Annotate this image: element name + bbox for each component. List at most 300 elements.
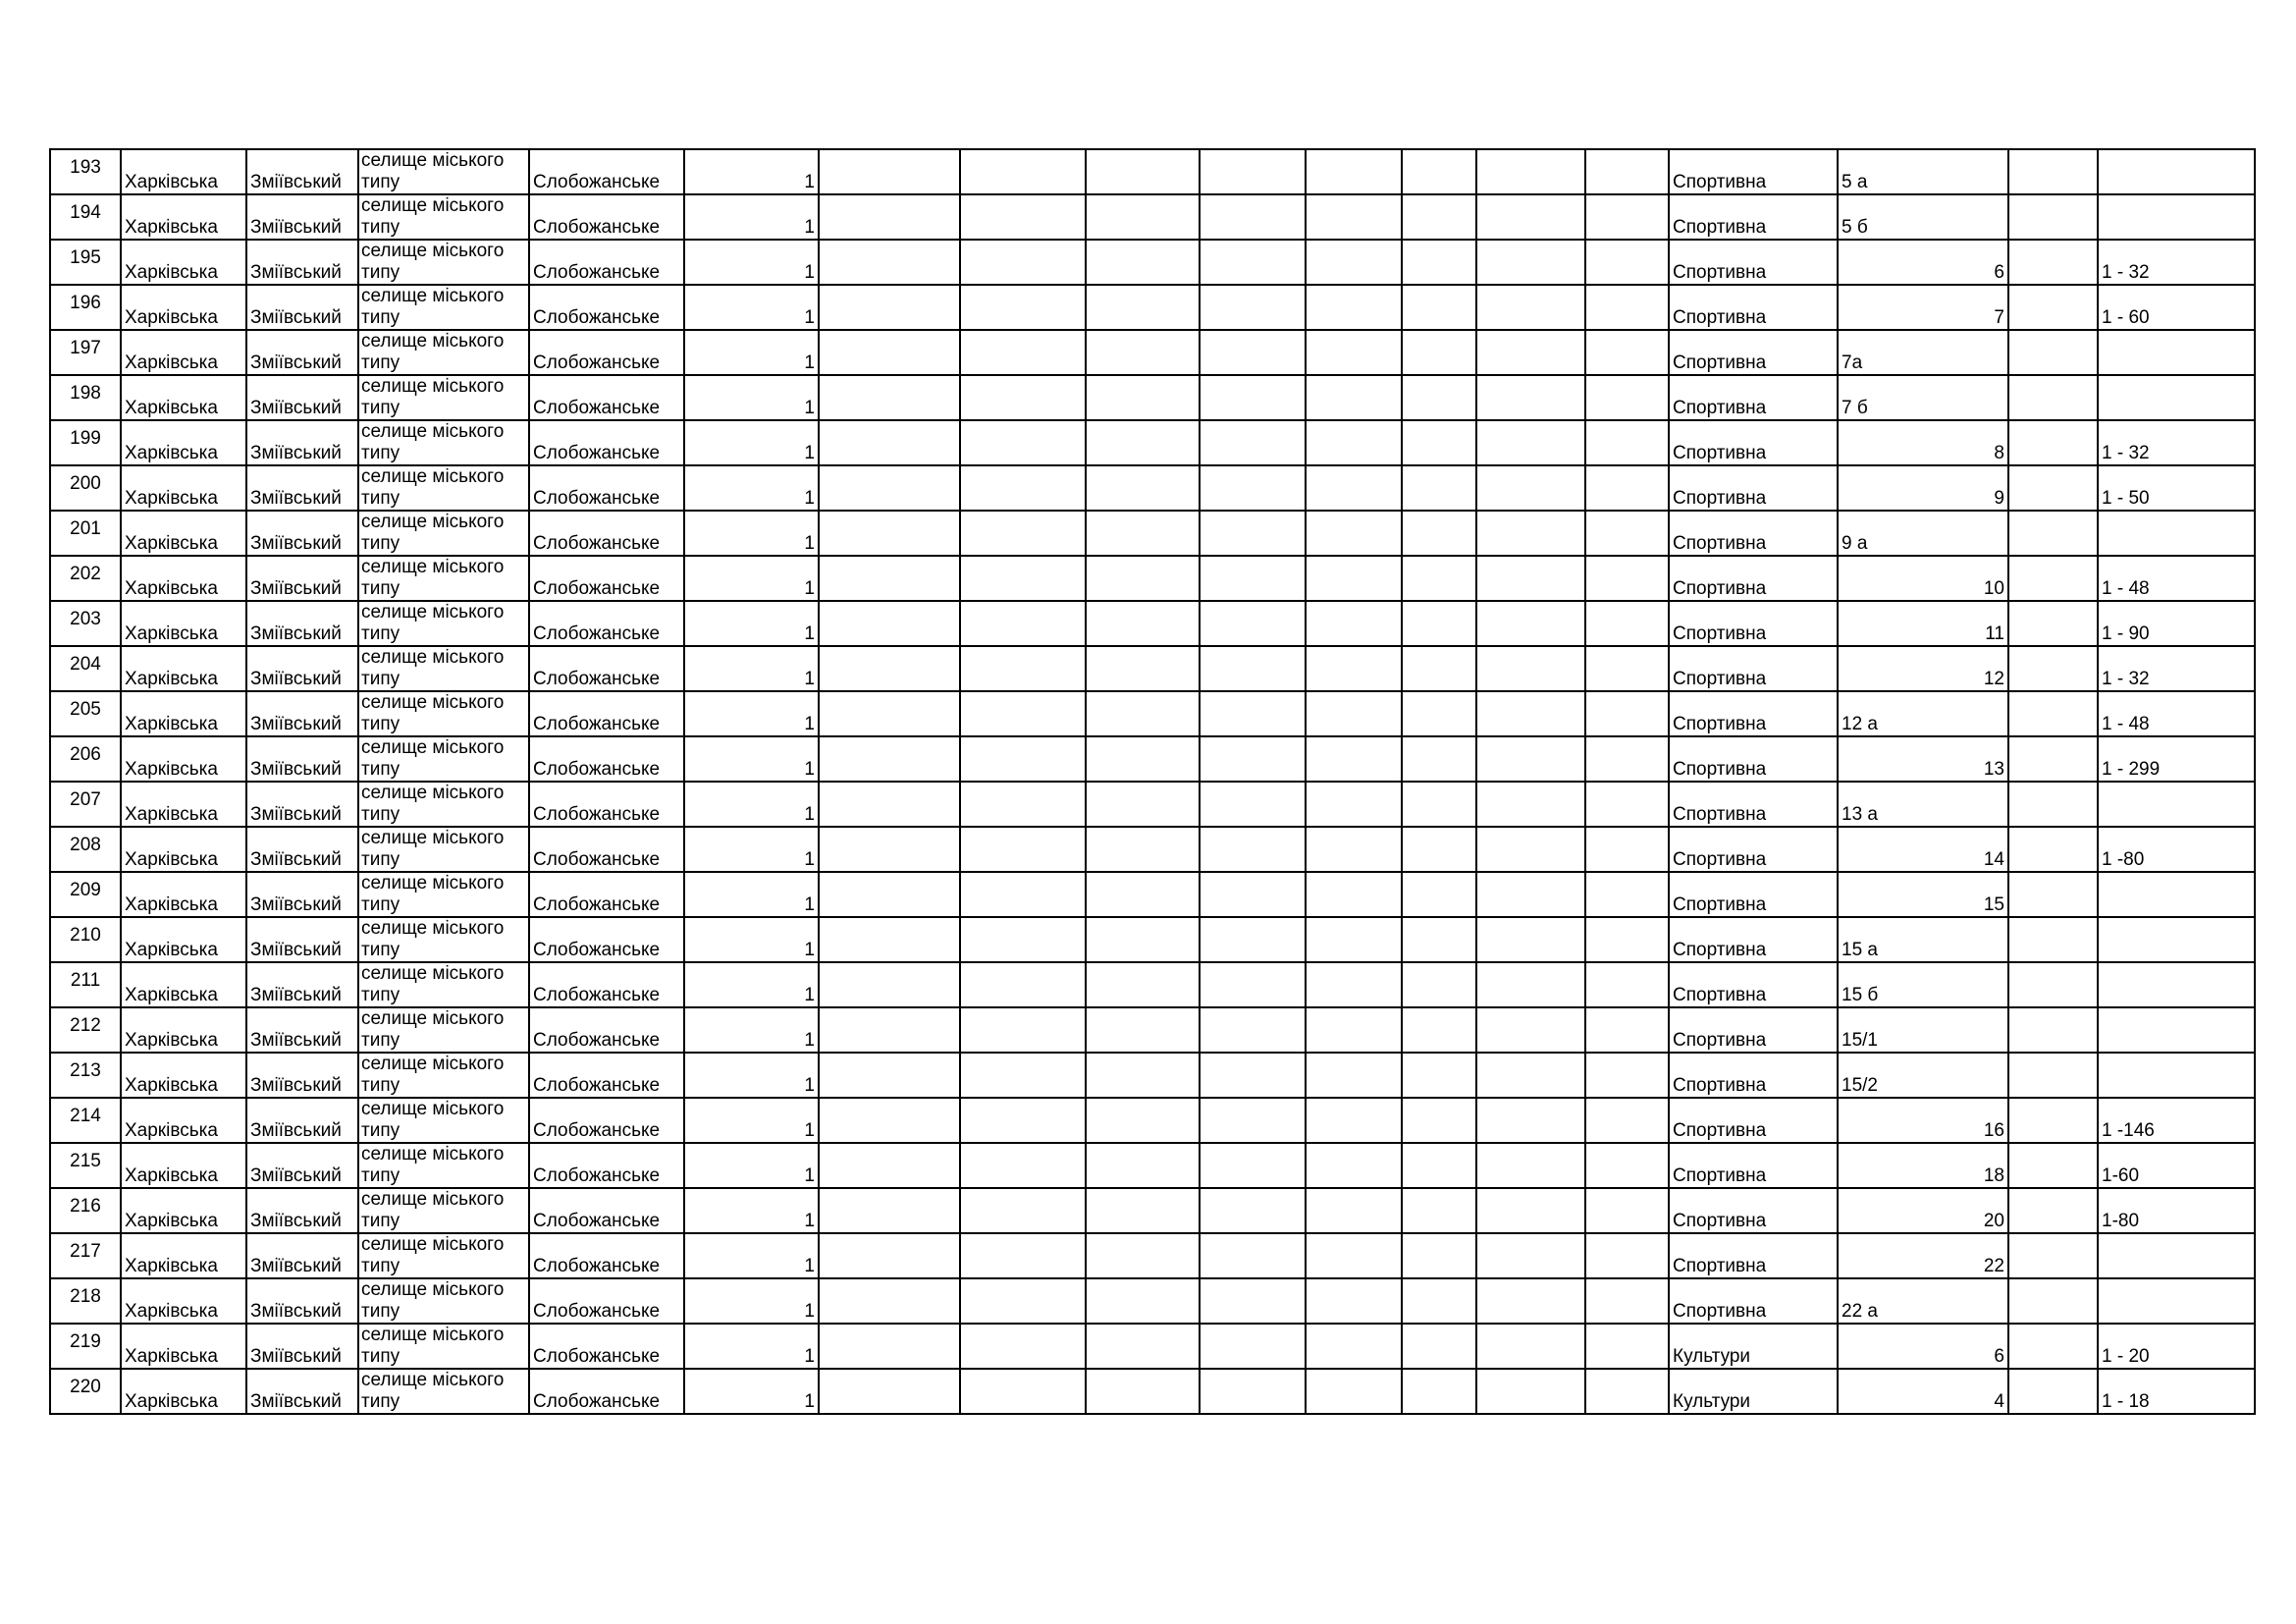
empty-cell xyxy=(960,1369,1086,1414)
apartments-cell: 1 - 18 xyxy=(2098,1369,2255,1414)
house-cell: 22 xyxy=(1838,1233,2008,1278)
apartments-cell: 1 -80 xyxy=(2098,827,2255,872)
row-number-cell: 216 xyxy=(50,1188,121,1233)
count-cell: 1 xyxy=(684,827,819,872)
table-row xyxy=(50,1053,2255,1098)
empty-cell xyxy=(1306,240,1402,285)
empty-cell xyxy=(960,1188,1086,1233)
empty-cell xyxy=(1476,601,1585,646)
oblast-cell: Харківська xyxy=(121,1369,246,1414)
settlement-type-line: типу xyxy=(361,172,400,192)
settlement-type-cell xyxy=(358,872,529,917)
empty-cell xyxy=(1402,1098,1476,1143)
empty-cell xyxy=(1086,511,1200,556)
apartments-cell xyxy=(2098,1278,2255,1324)
empty-cell xyxy=(1086,1233,1200,1278)
count-cell: 1 xyxy=(684,1053,819,1098)
empty-cell xyxy=(2008,511,2098,556)
empty-cell xyxy=(819,420,960,465)
oblast-cell: Харківська xyxy=(121,1278,246,1324)
empty-cell xyxy=(819,872,960,917)
empty-cell xyxy=(819,285,960,330)
empty-cell xyxy=(1200,736,1306,782)
empty-cell xyxy=(1476,962,1585,1007)
empty-cell xyxy=(1200,285,1306,330)
apartments-cell: 1 - 48 xyxy=(2098,556,2255,601)
count-cell: 1 xyxy=(684,330,819,375)
apartments-cell: 1 - 32 xyxy=(2098,240,2255,285)
empty-cell xyxy=(1200,420,1306,465)
empty-cell xyxy=(1476,1278,1585,1324)
settlement-type-line: типу xyxy=(361,1075,400,1096)
empty-cell xyxy=(960,646,1086,691)
apartments-cell: 1-80 xyxy=(2098,1188,2255,1233)
empty-cell xyxy=(1306,149,1402,194)
oblast-cell: Харківська xyxy=(121,872,246,917)
settlement-type-line: типу xyxy=(361,1165,400,1186)
empty-cell xyxy=(1585,782,1669,827)
empty-cell xyxy=(1306,285,1402,330)
row-number-cell: 219 xyxy=(50,1324,121,1369)
street-cell: Спортивна xyxy=(1669,1098,1838,1143)
oblast-cell: Харківська xyxy=(121,420,246,465)
empty-cell xyxy=(1585,736,1669,782)
empty-cell xyxy=(1306,1098,1402,1143)
settlement-type-cell xyxy=(358,1369,529,1414)
empty-cell xyxy=(1476,1098,1585,1143)
apartments-cell xyxy=(2098,149,2255,194)
table-row xyxy=(50,465,2255,511)
empty-cell xyxy=(819,601,960,646)
street-cell: Спортивна xyxy=(1669,511,1838,556)
empty-cell xyxy=(1306,511,1402,556)
oblast-cell: Харківська xyxy=(121,962,246,1007)
empty-cell xyxy=(1476,827,1585,872)
settlement-type-line: селище міського xyxy=(361,692,505,713)
table-row xyxy=(50,194,2255,240)
settlement-type-line: селище міського xyxy=(361,331,505,352)
settlement-cell: Слобожанське xyxy=(529,782,684,827)
street-cell: Культури xyxy=(1669,1369,1838,1414)
settlement-type-line: селище міського xyxy=(361,783,505,803)
empty-cell xyxy=(1402,827,1476,872)
empty-cell xyxy=(960,285,1086,330)
empty-cell xyxy=(1476,691,1585,736)
settlement-type-line: селище міського xyxy=(361,1279,505,1300)
count-cell: 1 xyxy=(684,646,819,691)
settlement-type-cell xyxy=(358,285,529,330)
empty-cell xyxy=(2008,330,2098,375)
empty-cell xyxy=(1200,1188,1306,1233)
apartments-cell xyxy=(2098,330,2255,375)
house-cell: 18 xyxy=(1838,1143,2008,1188)
empty-cell xyxy=(1585,285,1669,330)
empty-cell xyxy=(1402,1324,1476,1369)
row-number-cell: 217 xyxy=(50,1233,121,1278)
settlement-type-cell xyxy=(358,601,529,646)
empty-cell xyxy=(1306,872,1402,917)
empty-cell xyxy=(2008,194,2098,240)
settlement-type-line: типу xyxy=(361,759,400,780)
row-number-cell: 211 xyxy=(50,962,121,1007)
empty-cell xyxy=(1200,194,1306,240)
raion-cell: Зміївський xyxy=(246,782,358,827)
street-cell: Спортивна xyxy=(1669,782,1838,827)
empty-cell xyxy=(819,511,960,556)
empty-cell xyxy=(1086,736,1200,782)
oblast-cell: Харківська xyxy=(121,646,246,691)
settlement-cell: Слобожанське xyxy=(529,827,684,872)
empty-cell xyxy=(1585,1007,1669,1053)
settlement-type-line: селище міського xyxy=(361,828,505,848)
house-cell: 5 б xyxy=(1838,194,2008,240)
row-number-cell: 196 xyxy=(50,285,121,330)
street-cell: Спортивна xyxy=(1669,1053,1838,1098)
empty-cell xyxy=(1585,511,1669,556)
street-cell: Спортивна xyxy=(1669,646,1838,691)
street-cell: Спортивна xyxy=(1669,194,1838,240)
empty-cell xyxy=(1200,601,1306,646)
settlement-type-cell xyxy=(358,1278,529,1324)
table-row xyxy=(50,375,2255,420)
raion-cell: Зміївський xyxy=(246,691,358,736)
raion-cell: Зміївський xyxy=(246,149,358,194)
empty-cell xyxy=(819,1143,960,1188)
empty-cell xyxy=(2008,736,2098,782)
table-row xyxy=(50,330,2255,375)
empty-cell xyxy=(1200,827,1306,872)
count-cell: 1 xyxy=(684,917,819,962)
row-number-cell: 209 xyxy=(50,872,121,917)
settlement-type-cell xyxy=(358,1007,529,1053)
house-cell: 7 б xyxy=(1838,375,2008,420)
oblast-cell: Харківська xyxy=(121,149,246,194)
empty-cell xyxy=(960,465,1086,511)
settlement-type-line: селище міського xyxy=(361,376,505,397)
house-cell: 7 xyxy=(1838,285,2008,330)
empty-cell xyxy=(1585,1143,1669,1188)
settlement-type-cell xyxy=(358,1098,529,1143)
empty-cell xyxy=(2008,556,2098,601)
empty-cell xyxy=(1402,962,1476,1007)
empty-cell xyxy=(2008,1233,2098,1278)
table-row xyxy=(50,646,2255,691)
empty-cell xyxy=(1306,330,1402,375)
apartments-cell: 1 - 90 xyxy=(2098,601,2255,646)
table-row xyxy=(50,782,2255,827)
apartments-cell xyxy=(2098,511,2255,556)
settlement-cell: Слобожанське xyxy=(529,1053,684,1098)
apartments-cell xyxy=(2098,962,2255,1007)
empty-cell xyxy=(819,330,960,375)
settlement-cell: Слобожанське xyxy=(529,420,684,465)
row-number-cell: 207 xyxy=(50,782,121,827)
table-row xyxy=(50,420,2255,465)
empty-cell xyxy=(1306,1053,1402,1098)
empty-cell xyxy=(960,1278,1086,1324)
empty-cell xyxy=(1086,691,1200,736)
table-row xyxy=(50,1007,2255,1053)
empty-cell xyxy=(1585,872,1669,917)
oblast-cell: Харківська xyxy=(121,240,246,285)
raion-cell: Зміївський xyxy=(246,1324,358,1369)
house-cell: 10 xyxy=(1838,556,2008,601)
raion-cell: Зміївський xyxy=(246,285,358,330)
table-row xyxy=(50,1278,2255,1324)
house-cell: 14 xyxy=(1838,827,2008,872)
apartments-cell: 1 - 50 xyxy=(2098,465,2255,511)
count-cell: 1 xyxy=(684,1233,819,1278)
empty-cell xyxy=(819,691,960,736)
oblast-cell: Харківська xyxy=(121,736,246,782)
count-cell: 1 xyxy=(684,1098,819,1143)
oblast-cell: Харківська xyxy=(121,375,246,420)
empty-cell xyxy=(1200,917,1306,962)
empty-cell xyxy=(1306,601,1402,646)
empty-cell xyxy=(1200,1143,1306,1188)
settlement-type-line: типу xyxy=(361,262,400,283)
street-cell: Спортивна xyxy=(1669,962,1838,1007)
house-cell: 15/1 xyxy=(1838,1007,2008,1053)
empty-cell xyxy=(1476,1143,1585,1188)
street-cell: Спортивна xyxy=(1669,1233,1838,1278)
raion-cell: Зміївський xyxy=(246,330,358,375)
empty-cell xyxy=(1476,375,1585,420)
empty-cell xyxy=(1476,1324,1585,1369)
empty-cell xyxy=(1585,1233,1669,1278)
empty-cell xyxy=(1402,420,1476,465)
raion-cell: Зміївський xyxy=(246,1098,358,1143)
table-row xyxy=(50,149,2255,194)
empty-cell xyxy=(1306,646,1402,691)
empty-cell xyxy=(819,149,960,194)
raion-cell: Зміївський xyxy=(246,827,358,872)
settlement-type-cell xyxy=(358,736,529,782)
empty-cell xyxy=(960,782,1086,827)
apartments-cell: 1 -146 xyxy=(2098,1098,2255,1143)
empty-cell xyxy=(819,240,960,285)
table-row xyxy=(50,1188,2255,1233)
settlement-cell: Слобожанське xyxy=(529,917,684,962)
row-number-cell: 212 xyxy=(50,1007,121,1053)
row-number-cell: 205 xyxy=(50,691,121,736)
house-cell: 13 а xyxy=(1838,782,2008,827)
house-cell: 7а xyxy=(1838,330,2008,375)
empty-cell xyxy=(819,556,960,601)
empty-cell xyxy=(1306,1369,1402,1414)
empty-cell xyxy=(1402,285,1476,330)
empty-cell xyxy=(1402,240,1476,285)
empty-cell xyxy=(819,1233,960,1278)
empty-cell xyxy=(1476,1053,1585,1098)
count-cell: 1 xyxy=(684,782,819,827)
settlement-type-line: типу xyxy=(361,578,400,599)
empty-cell xyxy=(960,1233,1086,1278)
empty-cell xyxy=(1402,1278,1476,1324)
empty-cell xyxy=(1200,240,1306,285)
settlement-type-line: селище міського xyxy=(361,421,505,442)
settlement-type-line: типу xyxy=(361,1391,400,1412)
apartments-cell xyxy=(2098,917,2255,962)
empty-cell xyxy=(1086,149,1200,194)
house-cell: 11 xyxy=(1838,601,2008,646)
settlement-type-cell xyxy=(358,1188,529,1233)
house-cell: 12 xyxy=(1838,646,2008,691)
empty-cell xyxy=(2008,375,2098,420)
street-cell: Спортивна xyxy=(1669,420,1838,465)
settlement-type-line: селище міського xyxy=(361,737,505,758)
empty-cell xyxy=(1585,601,1669,646)
apartments-cell xyxy=(2098,782,2255,827)
empty-cell xyxy=(1402,1053,1476,1098)
empty-cell xyxy=(2008,285,2098,330)
apartments-cell: 1 - 60 xyxy=(2098,285,2255,330)
settlement-type-line: типу xyxy=(361,352,400,373)
raion-cell: Зміївський xyxy=(246,736,358,782)
house-cell: 8 xyxy=(1838,420,2008,465)
empty-cell xyxy=(1476,872,1585,917)
count-cell: 1 xyxy=(684,511,819,556)
house-cell: 22 а xyxy=(1838,1278,2008,1324)
oblast-cell: Харківська xyxy=(121,1098,246,1143)
settlement-cell: Слобожанське xyxy=(529,285,684,330)
empty-cell xyxy=(2008,1143,2098,1188)
settlement-type-line: типу xyxy=(361,894,400,915)
settlement-type-line: типу xyxy=(361,217,400,238)
empty-cell xyxy=(1086,962,1200,1007)
empty-cell xyxy=(960,420,1086,465)
settlement-cell: Слобожанське xyxy=(529,1188,684,1233)
empty-cell xyxy=(1476,420,1585,465)
empty-cell xyxy=(1402,1143,1476,1188)
empty-cell xyxy=(1086,646,1200,691)
empty-cell xyxy=(1476,511,1585,556)
empty-cell xyxy=(1086,872,1200,917)
settlement-cell: Слобожанське xyxy=(529,465,684,511)
settlement-type-line: селище міського xyxy=(361,557,505,577)
raion-cell: Зміївський xyxy=(246,420,358,465)
oblast-cell: Харківська xyxy=(121,1007,246,1053)
row-number-cell: 203 xyxy=(50,601,121,646)
oblast-cell: Харківська xyxy=(121,465,246,511)
empty-cell xyxy=(1402,511,1476,556)
table-row xyxy=(50,691,2255,736)
settlement-type-line: селище міського xyxy=(361,602,505,623)
oblast-cell: Харківська xyxy=(121,556,246,601)
settlement-cell: Слобожанське xyxy=(529,1369,684,1414)
settlement-type-cell xyxy=(358,1143,529,1188)
empty-cell xyxy=(1200,1007,1306,1053)
empty-cell xyxy=(1476,330,1585,375)
empty-cell xyxy=(1200,149,1306,194)
settlement-type-line: селище міського xyxy=(361,1370,505,1390)
house-cell: 13 xyxy=(1838,736,2008,782)
count-cell: 1 xyxy=(684,465,819,511)
empty-cell xyxy=(1086,1278,1200,1324)
house-cell: 15 б xyxy=(1838,962,2008,1007)
empty-cell xyxy=(1306,1188,1402,1233)
empty-cell xyxy=(1306,827,1402,872)
empty-cell xyxy=(1306,1278,1402,1324)
table-row xyxy=(50,240,2255,285)
oblast-cell: Харківська xyxy=(121,285,246,330)
settlement-cell: Слобожанське xyxy=(529,872,684,917)
settlement-type-line: селище міського xyxy=(361,1054,505,1074)
settlement-type-line: селище міського xyxy=(361,195,505,216)
empty-cell xyxy=(2008,691,2098,736)
settlement-type-line: типу xyxy=(361,669,400,689)
empty-cell xyxy=(2008,1098,2098,1143)
apartments-cell: 1 - 299 xyxy=(2098,736,2255,782)
empty-cell xyxy=(2008,1053,2098,1098)
empty-cell xyxy=(819,1324,960,1369)
empty-cell xyxy=(1306,782,1402,827)
empty-cell xyxy=(2008,1278,2098,1324)
apartments-cell: 1 - 20 xyxy=(2098,1324,2255,1369)
raion-cell: Зміївський xyxy=(246,646,358,691)
settlement-type-cell xyxy=(358,330,529,375)
oblast-cell: Харківська xyxy=(121,691,246,736)
settlement-cell: Слобожанське xyxy=(529,646,684,691)
empty-cell xyxy=(819,465,960,511)
empty-cell xyxy=(1200,1369,1306,1414)
raion-cell: Зміївський xyxy=(246,1007,358,1053)
empty-cell xyxy=(1585,962,1669,1007)
settlement-type-line: селище міського xyxy=(361,1189,505,1210)
street-cell: Спортивна xyxy=(1669,1007,1838,1053)
table-row xyxy=(50,285,2255,330)
empty-cell xyxy=(1086,420,1200,465)
street-cell: Спортивна xyxy=(1669,691,1838,736)
empty-cell xyxy=(960,962,1086,1007)
raion-cell: Зміївський xyxy=(246,601,358,646)
empty-cell xyxy=(1585,1324,1669,1369)
settlement-type-line: типу xyxy=(361,533,400,554)
row-number-cell: 199 xyxy=(50,420,121,465)
table-row xyxy=(50,511,2255,556)
raion-cell: Зміївський xyxy=(246,1188,358,1233)
empty-cell xyxy=(1476,646,1585,691)
empty-cell xyxy=(2008,782,2098,827)
settlement-type-line: типу xyxy=(361,985,400,1005)
empty-cell xyxy=(1086,285,1200,330)
empty-cell xyxy=(1476,1369,1585,1414)
empty-cell xyxy=(1476,1007,1585,1053)
empty-cell xyxy=(1585,465,1669,511)
table-row xyxy=(50,872,2255,917)
empty-cell xyxy=(1086,194,1200,240)
empty-cell xyxy=(1200,1278,1306,1324)
empty-cell xyxy=(1585,1278,1669,1324)
row-number-cell: 194 xyxy=(50,194,121,240)
empty-cell xyxy=(960,1053,1086,1098)
raion-cell: Зміївський xyxy=(246,465,358,511)
settlement-cell: Слобожанське xyxy=(529,691,684,736)
empty-cell xyxy=(1585,1369,1669,1414)
settlement-type-cell xyxy=(358,420,529,465)
empty-cell xyxy=(1306,194,1402,240)
empty-cell xyxy=(1476,285,1585,330)
settlement-type-line: типу xyxy=(361,849,400,870)
empty-cell xyxy=(1200,872,1306,917)
empty-cell xyxy=(2008,1324,2098,1369)
street-cell: Спортивна xyxy=(1669,240,1838,285)
street-cell: Спортивна xyxy=(1669,601,1838,646)
empty-cell xyxy=(1585,691,1669,736)
house-cell: 9 xyxy=(1838,465,2008,511)
settlement-type-line: селище міського xyxy=(361,963,505,984)
street-cell: Спортивна xyxy=(1669,465,1838,511)
